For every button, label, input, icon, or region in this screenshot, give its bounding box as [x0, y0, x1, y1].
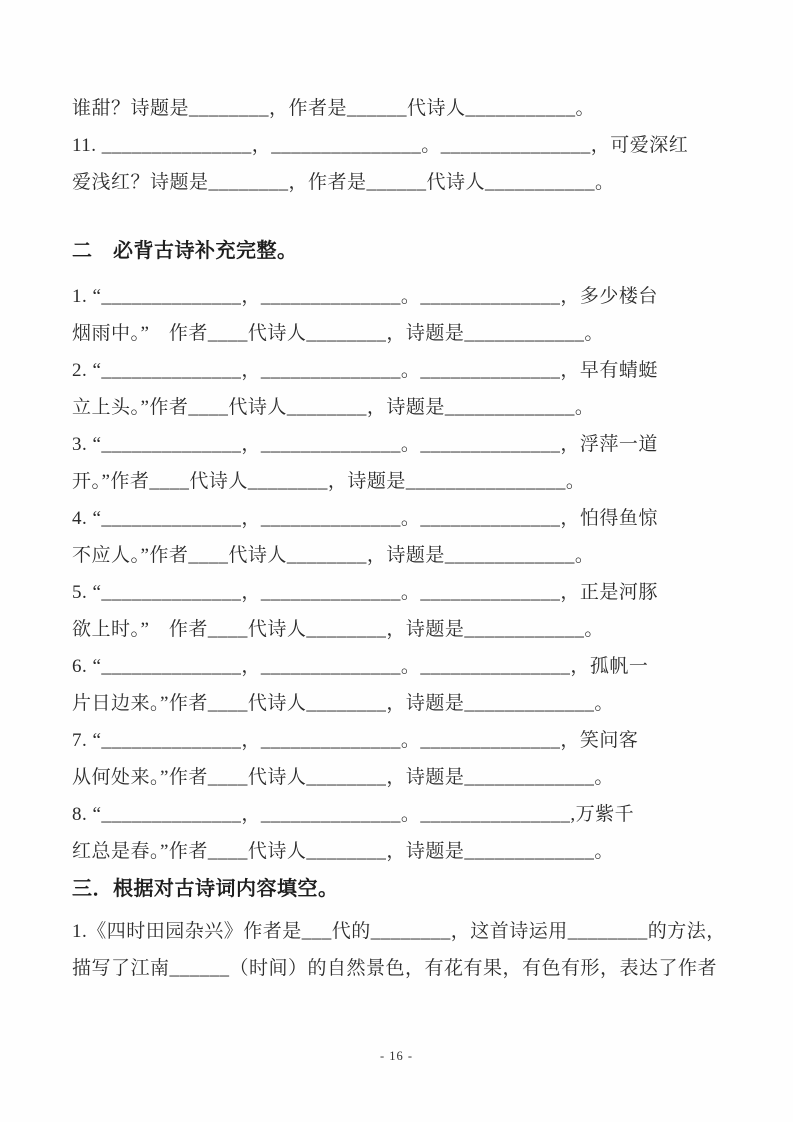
- section2-question-1: 1. “______________，______________。______________，多少楼台: [72, 286, 658, 307]
- section2-question-5-continuation: 欲上时。” 作者____代诗人________，诗题是____________。: [72, 619, 604, 640]
- section-3-heading: 三．根据对古诗词内容填空。: [72, 878, 339, 900]
- section2-question-7-continuation: 从何处来。”作者____代诗人________，诗题是_____________。: [72, 767, 614, 788]
- section2-question-6: 6. “______________，______________。_______________，孤帆一: [72, 656, 649, 677]
- section2-question-1-continuation: 烟雨中。” 作者____代诗人________，诗题是____________。: [72, 323, 604, 344]
- section2-question-7: 7. “______________，______________。______________，笑问客: [72, 730, 639, 751]
- section2-question-3-continuation: 开。”作者____代诗人________，诗题是________________。: [72, 471, 586, 492]
- section3-question-1: 1.《四时田园杂兴》作者是___代的________，这首诗运用________的方法，: [72, 921, 726, 942]
- question-line-11-continuation: 爱浅红？诗题是________，作者是______代诗人___________。: [72, 172, 615, 193]
- page-number: - 16 -: [379, 1049, 414, 1063]
- section2-question-2: 2. “______________，______________。______________，早有蜻蜓: [72, 360, 658, 381]
- section2-question-4-continuation: 不应人。”作者____代诗人________，诗题是_____________。: [72, 545, 595, 566]
- section2-question-8-continuation: 红总是春。”作者____代诗人________，诗题是_____________。: [72, 841, 614, 862]
- section2-question-4: 4. “______________，______________。______________，怕得鱼惊: [72, 508, 658, 529]
- section2-question-6-continuation: 片日边来。”作者____代诗人________，诗题是_____________。: [72, 693, 614, 714]
- section3-question-1-continuation: 描写了江南______（时间）的自然景色，有花有果，有色有形，表达了作者: [72, 958, 718, 979]
- section2-question-8: 8. “______________，______________。_______________,万紫千: [72, 804, 635, 825]
- section2-question-5: 5. “______________，______________。______________，正是河豚: [72, 582, 658, 603]
- section2-question-3: 3. “______________，______________。______________，浮萍一道: [72, 434, 658, 455]
- question-line-10-continuation: 谁甜？诗题是________，作者是______代诗人___________。: [72, 98, 596, 119]
- section-2-heading: 二 必背古诗补充完整。: [72, 240, 298, 262]
- section2-question-2-continuation: 立上头。”作者____代诗人________，诗题是_____________。: [72, 397, 595, 418]
- question-line-11: 11. _______________，_______________。_______________，可爱深红: [72, 135, 689, 156]
